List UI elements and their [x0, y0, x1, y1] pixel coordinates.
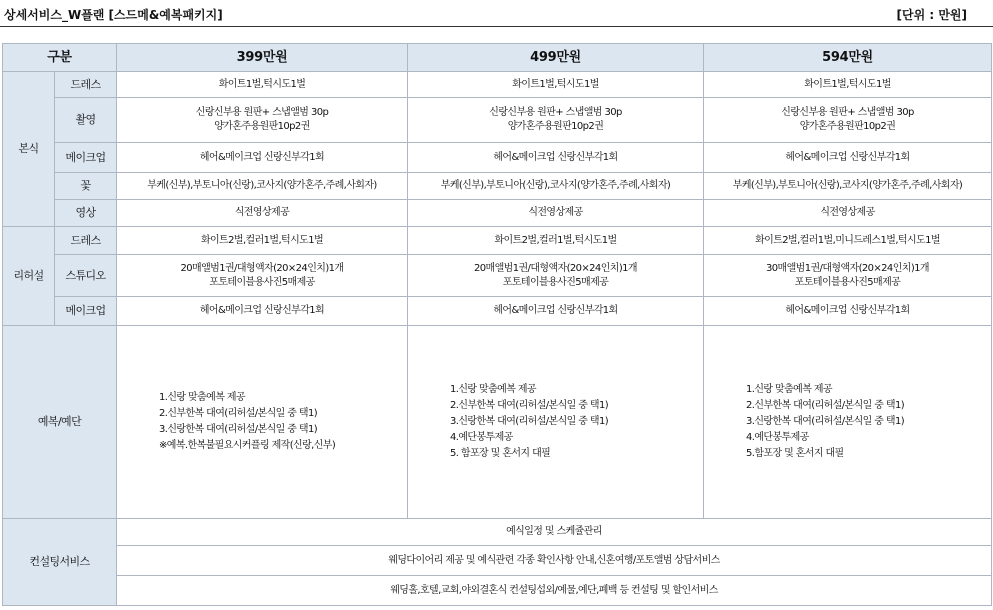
table-cell	[117, 297, 408, 326]
page-title: 상세서비스_W플랜 [스드메&예복패키지]	[4, 8, 223, 22]
ceremony-list	[450, 382, 608, 462]
table-cell	[408, 200, 704, 227]
consulting-cell: 웨딩홀,호텔,교회,야외결혼식 컨설팅섭외/예물,예단,폐백 등 컨설팅 및 할인서비스	[117, 576, 992, 606]
cell-line: 헤어&메이크업 신랑신부각1회	[785, 151, 910, 163]
plan-header: 594만원	[704, 44, 992, 72]
table-cell	[408, 297, 704, 326]
cell-line: 포토테이블용사진5매제공	[794, 276, 901, 288]
cell-line: 3.신랑한복 대여(리허설/본식일 중 택1)	[159, 424, 318, 435]
ceremony-row	[3, 326, 992, 519]
cell-line: 식전영상제공	[234, 207, 290, 218]
ceremony-cell	[408, 326, 704, 519]
table-cell	[408, 143, 704, 173]
title-divider	[0, 26, 993, 27]
table-cell	[408, 72, 704, 98]
cell-line: 2.신부한복 대여(리허설/본식일 중 택1)	[159, 408, 318, 419]
category-label: 예복/예단	[3, 326, 117, 519]
table-cell	[117, 200, 408, 227]
table-cell	[117, 173, 408, 200]
cell-line: 헤어&메이크업 신랑신부각1회	[493, 305, 618, 316]
cell-line: 헤어&메이크업 신랑신부각1회	[785, 305, 910, 316]
cell-line: 부케(신부),부토니아(신랑),코사지(양가혼주,주례,사회자)	[440, 180, 671, 191]
cell-line: 신랑신부용 원판+ 스냅앨범 30p	[195, 107, 329, 118]
consulting-row	[3, 546, 992, 576]
table-cell	[117, 255, 408, 297]
cell-line: 5.함포장 및 혼서지 대필	[746, 448, 844, 459]
cell-line: 화이트2벌,컬러1벌,턱시도1벌	[494, 234, 617, 246]
cell-line: 20매앨범1권/대형액자(20×24인치)1개	[180, 262, 344, 274]
table-cell	[704, 200, 992, 227]
category-label: 리허설	[3, 227, 55, 326]
consulting-cell: 예식일정 및 스케쥴관리	[117, 519, 992, 546]
ceremony-cell	[704, 326, 992, 519]
table-cell	[408, 255, 704, 297]
consulting-row	[3, 519, 992, 546]
table-cell	[408, 173, 704, 200]
cell-line: ※예복.한복불필요시커플링 제작(신랑,신부)	[159, 440, 336, 451]
cell-line: 양가혼주용원판10p2권	[799, 121, 896, 132]
cell-line: 부케(신부),부토니아(신랑),코사지(양가혼주,주례,사회자)	[732, 180, 963, 191]
table-cell	[704, 297, 992, 326]
ceremony-list	[159, 390, 335, 454]
table-row	[3, 255, 992, 297]
table-cell	[117, 143, 408, 173]
cell-line: 포토테이블용사진5매제공	[209, 276, 315, 288]
cell-line: 화이트2벌,컬러1벌,턱시도1벌	[200, 234, 324, 246]
row-label: 촬영	[55, 98, 117, 143]
table-cell	[117, 72, 408, 98]
cell-line: 4.예단봉투제공	[450, 432, 513, 443]
cell-line: 3.신랑한복 대여(리허설/본식일 중 택1)	[746, 416, 905, 427]
table-row	[3, 72, 992, 98]
table-row	[3, 297, 992, 326]
table-row	[3, 143, 992, 173]
cell-line: 화이트1벌,턱시도1벌	[218, 78, 306, 90]
row-label: 영상	[55, 200, 117, 227]
table-cell	[117, 98, 408, 143]
cell-line: 헤어&메이크업 신랑신부각1회	[493, 151, 618, 163]
cell-line: 화이트2벌,컬러1벌,미니드레스1벌,턱시도1벌	[755, 234, 940, 246]
cell-line: 5. 함포장 및 혼서지 대필	[450, 448, 551, 459]
cell-line: 1.신랑 맞춤예복 제공	[450, 384, 536, 395]
cell-line: 포토테이블용사진5매제공	[502, 276, 609, 288]
plan-header: 399만원	[117, 44, 408, 72]
cell-line: 3.신랑한복 대여(리허설/본식일 중 택1)	[450, 416, 609, 427]
cell-line: 화이트1벌,턱시도1벌	[804, 78, 891, 90]
table-cell	[704, 173, 992, 200]
table-cell	[408, 98, 704, 143]
cell-line: 식전영상제공	[820, 207, 875, 218]
category-label: 컨설팅서비스	[3, 519, 117, 606]
row-label: 꽃	[55, 173, 117, 200]
cell-line: 부케(신부),부토니아(신랑),코사지(양가혼주,주례,사회자)	[147, 180, 377, 191]
plan-header: 499만원	[408, 44, 704, 72]
table-cell	[704, 72, 992, 98]
cell-line: 4.예단봉투제공	[746, 432, 809, 443]
ceremony-list	[746, 382, 904, 462]
table-cell	[704, 227, 992, 255]
cell-line: 신랑신부용 원판+ 스냅앨범 30p	[781, 107, 914, 118]
title-bar	[0, 0, 993, 30]
row-label: 메이크업	[55, 297, 117, 326]
table-row	[3, 200, 992, 227]
ceremony-cell	[117, 326, 408, 519]
cell-line: 헤어&메이크업 신랑신부각1회	[199, 151, 325, 163]
cell-line: 1.신랑 맞춤예복 제공	[159, 392, 245, 403]
table-row	[3, 98, 992, 143]
corner-header: 구분	[3, 44, 117, 72]
table-row	[3, 227, 992, 255]
cell-line: 20매앨범1권/대형액자(20×24인치)1개	[474, 262, 637, 274]
cell-line: 1.신랑 맞춤예복 제공	[746, 384, 832, 395]
category-label: 본식	[3, 72, 55, 227]
unit-label: [단위 : 만원]	[896, 8, 967, 22]
cell-line: 헤어&메이크업 신랑신부각1회	[199, 305, 325, 316]
row-label: 드레스	[55, 72, 117, 98]
row-label: 메이크업	[55, 143, 117, 173]
cell-line: 30매앨범1권/대형액자(20×24인치)1개	[766, 262, 929, 274]
plan-table	[2, 43, 992, 606]
cell-line: 화이트1벌,턱시도1벌	[512, 78, 599, 90]
cell-line: 양가혼주용원판10p2권	[507, 121, 604, 132]
header-row	[3, 44, 992, 72]
cell-line: 신랑신부용 원판+ 스냅앨범 30p	[489, 107, 622, 118]
cell-line: 2.신부한복 대여(리허설/본식일 중 택1)	[450, 400, 609, 411]
consulting-cell: 웨딩다이어리 제공 및 예식관련 각종 확인사항 안내,신혼여행/포토앨범 상담서비스	[117, 546, 992, 576]
table-cell	[704, 98, 992, 143]
cell-line: 식전영상제공	[528, 207, 583, 218]
table-cell	[408, 227, 704, 255]
table-cell	[117, 227, 408, 255]
cell-line: 2.신부한복 대여(리허설/본식일 중 택1)	[746, 400, 905, 411]
table-cell	[704, 255, 992, 297]
row-label: 스튜디오	[55, 255, 117, 297]
cell-line: 양가혼주용원판10p2권	[214, 121, 310, 132]
row-label: 드레스	[55, 227, 117, 255]
table-row	[3, 173, 992, 200]
table-cell	[704, 143, 992, 173]
consulting-row	[3, 576, 992, 606]
